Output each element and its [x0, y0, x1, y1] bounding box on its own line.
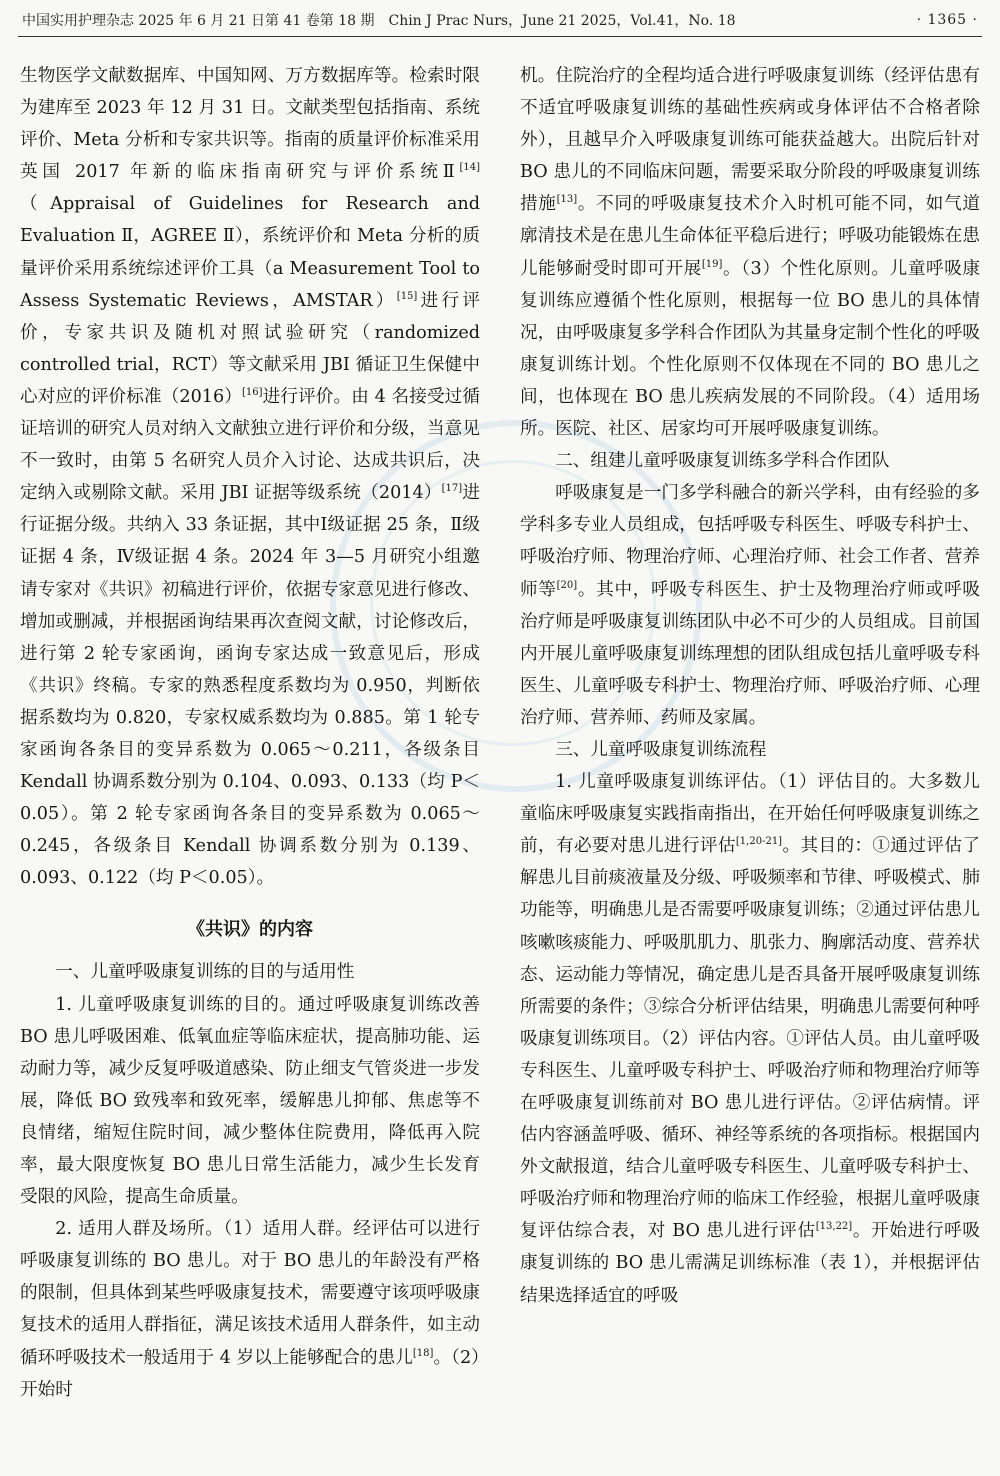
applicability-paragraph: 2. 适用人群及场所。（1）适用人群。经评估可以进行呼吸康复训练的 BO 患儿。对于 BO 患儿的年龄没有严格的限制，但具体到某些呼吸康复技术，需要遵守该项呼吸康复技术的适用人群指征，满足该技术适用人群条件，如主动循环呼吸技术一般适用于 4 岁以上能够配合的患儿[18]。（2）开始时: [20, 1219, 480, 1400]
timing-paragraph: 机。住院治疗的全程均适合进行呼吸康复训练（经评估患有不适宜呼吸康复训练的基础性疾病或身体评估不合格者除外），且越早介入呼吸康复训练可能获益越大。出院后针对 BO 患儿的不同临床问题，需要采取分阶段的呼吸康复训练措施[13]。不同的呼吸康复技术介入时机可能不同，如气道廓清技术是在患儿生命体征平稳后进行；呼吸功能锻炼在患儿能够耐受时即可开展[19]。（3）个性化原则。儿童呼吸康复训练应遵循个性化原则，根据每一位 BO 患儿的具体情况，由呼吸康复多学科合作团队为其量身定制个性化的呼吸康复训练计划。个性化原则不仅体现在不同的 BO 患儿之间，也体现在 BO 患儿疾病发展的不同阶段。（4）适用场所。医院、社区、居家均可开展呼吸康复训练。: [520, 66, 980, 440]
header-rule: [18, 36, 982, 37]
page-number: · 1365 ·: [916, 12, 978, 28]
running-header: [22, 8, 978, 32]
purpose-paragraph: 1. 儿童呼吸康复训练的目的。通过呼吸康复训练改善 BO 患儿呼吸困难、低氧血症等临床症状，提高肺功能、运动耐力等，减少反复呼吸道感染、防止细支气管炎进一步发展，降低 BO 致残率和致死率，缓解患儿抑郁、焦虑等不良情绪，缩短住院时间，减少整体住院费用，降低再入院率，最大限度恢复 BO 患儿日常生活能力，减少生长发育受限的风险，提高生命质量。: [20, 994, 480, 1208]
citation: [16]: [242, 387, 263, 399]
citation: [18]: [412, 1347, 434, 1359]
citation: [17]: [441, 483, 463, 495]
team-paragraph: 呼吸康复是一门多学科融合的新兴学科，由有经验的多学科多专业人员组成，包括呼吸专科医生、呼吸专科护士、呼吸治疗师、物理治疗师、心理治疗师、社会工作者、营养师等[20]。其中，呼吸专科医生、护士及物理治疗师或呼吸治疗师是呼吸康复训练团队中必不可少的人员组成。目前国内开展儿童呼吸康复训练理想的团队组成包括儿童呼吸专科医生、儿童呼吸专科护士、物理治疗师、呼吸治疗师、心理治疗师、营养师、药师及家属。: [520, 483, 980, 728]
section-heading: 三、儿童呼吸康复训练流程: [555, 739, 767, 760]
left-column: [20, 60, 480, 1406]
citation: [19]: [701, 258, 723, 270]
journal-citation: 中国实用护理杂志 2025 年 6 月 21 日第 41 卷第 18 期 Chin J Prac Nurs，June 21 2025，Vol.41，No. 18: [22, 13, 736, 29]
citation: [13]: [556, 194, 578, 206]
right-column: [520, 60, 980, 1312]
citation: [14]: [459, 162, 480, 174]
citation: [20]: [556, 579, 578, 591]
section-heading: 二、组建儿童呼吸康复训练多学科合作团队: [555, 451, 890, 472]
citation: [15]: [396, 290, 418, 302]
citation: [1,20-21]: [735, 836, 783, 848]
section-title: 《共识》的内容: [187, 919, 313, 941]
citation: [13,22]: [815, 1221, 853, 1233]
section-heading: 一、儿童呼吸康复训练的目的与适用性: [55, 962, 355, 983]
methods-paragraph: 生物医学文献数据库、中国知网、万方数据库等。检索时限为建库至 2023 年 12 月 31 日。文献类型包括指南、系统评价、Meta 分析和专家共识等。指南的质量评价标准采用英国 2017 年新的临床指南研究与评价系统Ⅱ[14]（Appraisal of Guidelines for Research and Evaluation Ⅱ，AGREE Ⅱ），系统评价和 Meta 分析的质量评价采用系统综述评价工具（a Measurement Tool to Assess Systematic Reviews，AMSTAR）[15]进行评价，专家共识及随机对照试验研究（randomized controlled trial，RCT）等文献采用 JBI 循证卫生保健中心对应的评价标准（2016）[16]进行评价。由 4 名接受过循证培训的研究人员对纳入文献独立进行评价和分级，当意见不一致时，由第 5 名研究人员介入讨论、达成共识后，决定纳入或剔除文献。采用 JBI 证据等级系统（2014）[17]进行证据分级。共纳入 33 条证据，其中Ⅰ级证据 25 条，Ⅱ级证据 4 条，Ⅳ级证据 4 条。2024 年 3—5 月研究小组邀请专家对《共识》初稿进行评价，依据专家意见进行修改、增加或删减，并根据函询结果再次查阅文献，讨论修改后，进行第 2 轮专家函询，函询专家达成一致意见后，形成《共识》终稿。专家的熟悉程度系数均为 0.950，判断依据系数均为 0.820，专家权威系数均为 0.885。第 1 轮专家函询各条目的变异系数为 0.065～0.211，各级条目 Kendall 协调系数分别为 0.104、0.093、0.133（均 P＜0.05）。第 2 轮专家函询各条目的变异系数为 0.065～0.245，各级条目 Kendall 协调系数分别为 0.139、0.093、0.122（均 P＜0.05）。: [20, 66, 480, 889]
assessment-paragraph: 1. 儿童呼吸康复训练评估。（1）评估目的。大多数儿童临床呼吸康复实践指南指出，在开始任何呼吸康复训练之前，有必要对患儿进行评估[1,20-21]。其目的：①通过评估了解患儿目前痰液量及分级、呼吸频率和节律、呼吸模式、肺功能等，明确患儿是否需要呼吸康复训练；②通过评估患儿咳嗽咳痰能力、呼吸肌肌力、肌张力、胸廓活动度、营养状态、运动能力等情况，确定患儿是否具备开展呼吸康复训练所需要的条件；③综合分析评估结果，明确患儿需要何种呼吸康复训练项目。（2）评估内容。①评估人员。由儿童呼吸专科医生、儿童呼吸专科护士、呼吸治疗师和物理治疗师等在呼吸康复训练前对 BO 患儿进行评估。②评估病情。评估内容涵盖呼吸、循环、神经等系统的各项指标。根据国内外文献报道，结合儿童呼吸专科医生、儿童呼吸专科护士、呼吸治疗师和物理治疗师的临床工作经验，根据儿童呼吸康复评估综合表，对 BO 患儿进行评估[13,22]。开始进行呼吸康复训练的 BO 患儿需满足训练标准（表 1），并根据评估结果选择适宜的呼吸: [520, 772, 980, 1306]
